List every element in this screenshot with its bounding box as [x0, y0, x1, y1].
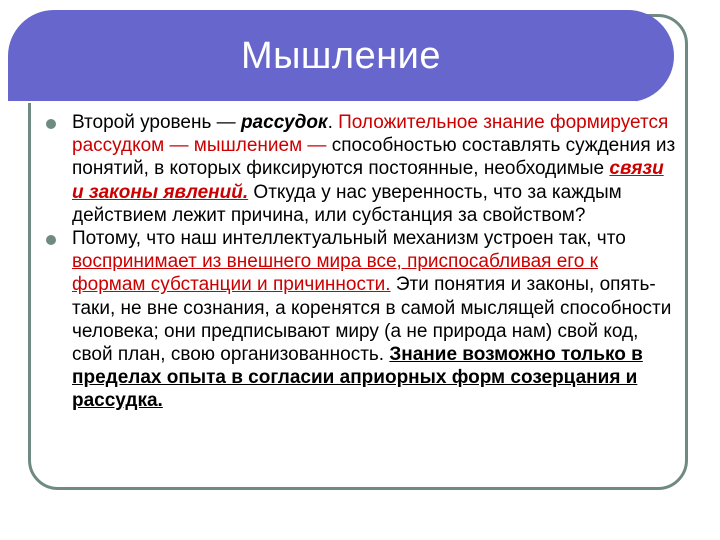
bullet-text-segment: Положительное знание формируется рассудком — мышлением — — [72, 112, 669, 157]
title-bar — [8, 10, 674, 102]
bullet-text-segment: Откуда у нас уверенность, что за каждым действием лежит причина, или субстанция за свойством? — [72, 181, 622, 226]
bullet-text-segment: Потому, что наш интеллектуальный механизм устроен так, что — [72, 228, 626, 250]
slide-content — [46, 111, 676, 413]
bullet-item — [46, 227, 676, 413]
page-title: Мышление — [240, 35, 442, 77]
title-underline — [8, 101, 636, 103]
bullet-text-segment: воспринимает из внешнего мира все, приспосабливая его к формам субстанции и причинности. — [72, 251, 598, 296]
bullet-text-segment: способностью составлять суждения из понятий, в которых фиксируются постоянные, необходимые — [72, 135, 676, 180]
bullet-text-segment: связи и законы явлений. — [72, 158, 664, 203]
bullet-text-segment: Знание возможно только в пределах опыта в согласии априорных форм созерцания и рассудка. — [72, 344, 643, 412]
bullet-text-segment: рассудок — [240, 112, 328, 133]
bullet-text-segment: Второй уровень — — [72, 112, 241, 133]
bullet-text-segment: . — [327, 112, 339, 133]
bullet-text-segment: Эти понятия и законы, опять-таки, не вне сознания, а коренятся в самой мыслящей способности человека; они предписывают миру (а не природа нам) свой код, свой план, свою организованность. — [72, 274, 672, 366]
bullet-dot-icon — [46, 235, 56, 245]
bullet-item — [46, 111, 676, 227]
bullet-dot-icon — [46, 119, 56, 129]
